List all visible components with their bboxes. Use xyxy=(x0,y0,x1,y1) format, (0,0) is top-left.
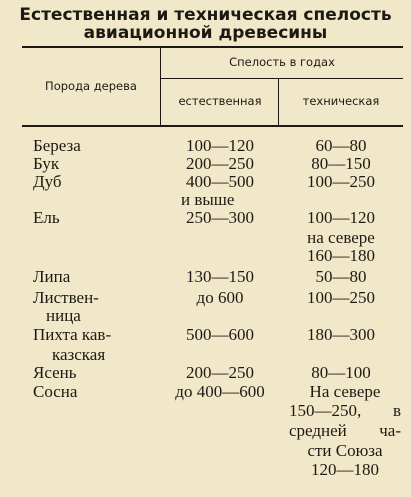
row-natural: 200—250 xyxy=(186,363,254,382)
row-technical-continued: 160—180 xyxy=(307,246,375,265)
row-species: Ель xyxy=(33,208,60,227)
row-species: Сосна xyxy=(33,382,78,401)
row-technical: 80—100 xyxy=(311,363,371,382)
row-technical: 50—80 xyxy=(315,267,367,286)
title-line-1: Естественная и техническая спелость xyxy=(19,5,392,25)
row-species: Листвен- xyxy=(33,288,99,307)
row-natural: до 600 xyxy=(196,288,244,307)
row-species: Липа xyxy=(33,267,71,286)
row-natural: 500—600 xyxy=(186,325,254,344)
note-line-justified xyxy=(289,402,401,419)
header-natural: естественная xyxy=(178,94,262,108)
row-natural: 130—150 xyxy=(186,267,254,286)
row-natural-continued: и выше xyxy=(181,190,235,209)
row-species: Бук xyxy=(33,154,60,173)
row-species: Береза xyxy=(33,136,81,155)
note-line: сти Союза xyxy=(307,441,383,460)
note-word: 150—250, xyxy=(289,401,362,420)
header-technical: техническая xyxy=(302,94,380,108)
row-technical: 100—250 xyxy=(307,172,375,191)
header-species: Порода дерева xyxy=(45,79,137,93)
row-technical-note xyxy=(289,383,401,478)
row-natural: до 400—600 xyxy=(175,382,265,401)
note-word: в xyxy=(392,401,401,420)
row-species: Дуб xyxy=(33,172,62,191)
row-species-continued: казская xyxy=(52,345,106,364)
note-line: На севере xyxy=(309,382,381,401)
header-bottom-rule xyxy=(22,125,403,127)
row-species-continued: ница xyxy=(46,306,81,325)
note-word: ча- xyxy=(379,421,401,440)
row-species: Пихта кав- xyxy=(33,325,112,344)
row-technical: 80—150 xyxy=(311,154,371,173)
table-title xyxy=(0,6,411,42)
row-technical: 100—250 xyxy=(307,288,375,307)
note-word: средней xyxy=(289,421,347,440)
maturity-subheader-rule xyxy=(160,78,403,79)
row-technical: 100—120 xyxy=(307,208,375,227)
header-maturity: Спелость в годах xyxy=(229,55,335,69)
row-technical-continued: на севере xyxy=(307,228,375,247)
row-natural: 200—250 xyxy=(186,154,254,173)
title-line-2: авиационной древесины xyxy=(83,23,328,43)
note-line: 120—180 xyxy=(311,460,379,479)
row-natural: 100—120 xyxy=(186,136,254,155)
row-natural: 250—300 xyxy=(186,208,254,227)
note-line-justified xyxy=(289,422,401,439)
row-technical: 60—80 xyxy=(315,136,367,155)
row-natural: 400—500 xyxy=(186,172,254,191)
row-species: Ясень xyxy=(33,363,77,382)
table-top-rule xyxy=(22,46,403,48)
row-technical: 180—300 xyxy=(307,325,375,344)
